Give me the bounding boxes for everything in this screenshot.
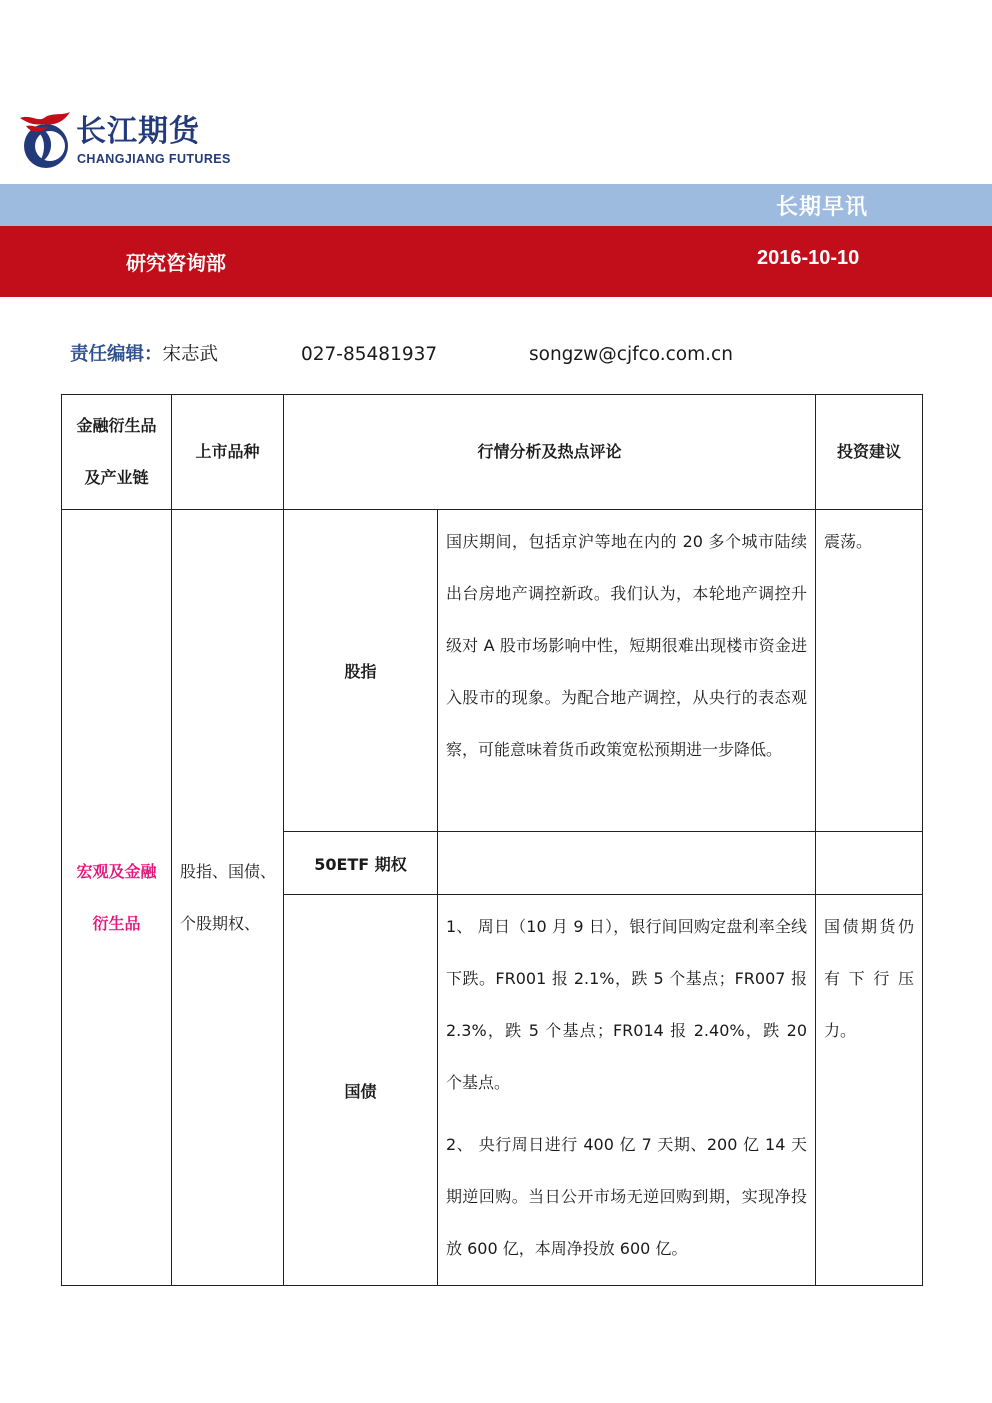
table-header-row (62, 395, 923, 510)
editor-phone: 027-85481937 (301, 344, 438, 365)
category-line1: 宏观及金融 (76, 861, 157, 881)
report-date: 2016-10-10 (757, 247, 860, 269)
report-title: 长期早讯 (775, 195, 868, 220)
category-line2: 衍生品 (92, 913, 141, 933)
listed-line1: 股指、国债、 (180, 861, 277, 881)
listed-line2: 个股期权、 (180, 913, 261, 933)
analysis-paragraph: 国庆期间，包括京沪等地在内的 20 多个城市陆续出台房地产调控新政。我们认为，本轮地产调控升级对 A 股市场影响中性，短期很难出现楼市资金进入股市的现象。为配合地产调控，从央行的表态观察，可能意味着货币政策宽松预期进一步降低。 (446, 532, 808, 759)
analysis-cell (438, 895, 816, 1286)
category-cell (62, 510, 172, 1286)
department-name: 研究咨询部 (126, 251, 226, 275)
editor-info (70, 343, 218, 367)
report-title-band (0, 184, 992, 226)
advice-cell (816, 832, 923, 895)
analysis-cell (438, 510, 816, 832)
editor-label: 责任编辑： (70, 344, 163, 365)
analysis-paragraph: 2、 央行周日进行 400 亿 7 天期、200 亿 14 天期逆回购。当日公开市场无逆回购到期，实现净投放 600 亿，本周净投放 600 亿。 (446, 1135, 808, 1258)
analysis-paragraph: 1、 周日（10 月 9 日），银行间回购定盘利率全线下跌。FR001 报 2.1%，跌 5 个基点；FR007 报 2.3%，跌 5 个基点；FR014 报 2.40%，跌 20 个基点。 (446, 917, 808, 1092)
company-logo (16, 108, 256, 172)
advice-cell: 国债期货仍有下行压力。 (816, 895, 923, 1286)
department-band (0, 226, 992, 297)
logo-english-text: CHANGJIANG FUTURES (77, 152, 231, 166)
listed-products-cell (172, 510, 284, 1286)
advice-cell: 震荡。 (816, 510, 923, 832)
product-cell: 50ETF 期权 (284, 832, 438, 895)
header-advice: 投资建议 (816, 395, 923, 510)
editor-email: songzw@cjfco.com.cn (529, 344, 733, 365)
table-row (62, 510, 923, 832)
logo-chinese-text: 长江期货 (76, 114, 200, 149)
header-category-line1: 金融衍生品 (76, 416, 157, 435)
header-category (62, 395, 172, 510)
header-listed: 上市品种 (172, 395, 284, 510)
analysis-cell (438, 832, 816, 895)
market-analysis-table (61, 394, 923, 1286)
product-cell: 国债 (284, 895, 438, 1286)
header-category-line2: 及产业链 (84, 468, 149, 487)
header-analysis: 行情分析及热点评论 (284, 395, 816, 510)
dragon-logo-icon (16, 108, 74, 172)
editor-name: 宋志武 (162, 344, 219, 365)
product-cell: 股指 (284, 510, 438, 832)
